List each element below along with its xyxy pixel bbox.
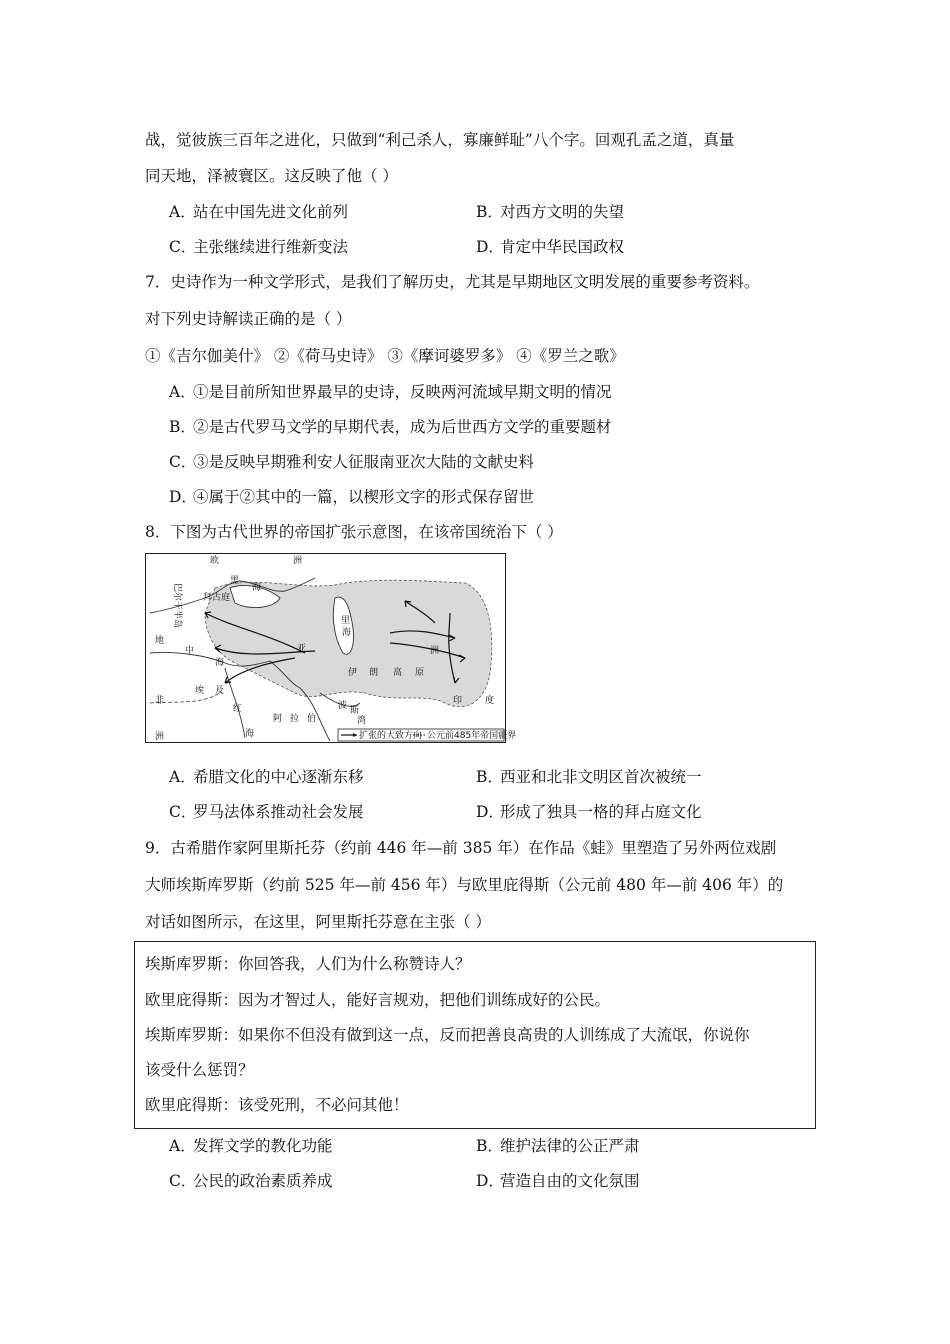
q6-stem-line1: 战，觉彼族三百年之进化，只做到“利己杀人，寡廉鲜耻”八个字。回观孔孟之道，真量 [145,131,735,149]
q7-epic-list: ①《吉尔伽美什》 ②《荷马史诗》 ③《摩诃婆罗多》 ④《罗兰之歌》 [145,347,625,365]
map-label: 海 [252,583,262,593]
map-label: 洲 [293,556,303,566]
option-letter: B． [169,418,196,436]
dialogue-line: 欧里庇得斯：因为才智过人，能好言规劝，把他们训练成好的公民。 [145,991,611,1009]
q6-option-c[interactable] [169,235,348,257]
q8-option-a[interactable] [169,765,364,787]
map-label: 欧 [210,556,220,566]
option-text: 站在中国先进文化前列 [193,203,349,221]
option-letter: A． [169,383,196,401]
map-label: 洲 [155,732,165,742]
map-label: 埃 [195,686,205,696]
option-letter: C． [169,238,197,256]
map-label: 波 [338,701,348,711]
q8-stem: 8．下图为古代世界的帝国扩张示意图，在该帝国统治下（ ） [145,523,563,541]
option-text: ④属于②其中的一篇，以楔形文字的形式保存留世 [193,488,535,506]
option-text: 营造自由的文化氛围 [500,1172,640,1190]
q9-stem-line2: 大师埃斯库罗斯（约前 525 年—前 456 年）与欧里庇得斯（公元前 480 年—前 406 年）的 [145,876,784,894]
map-label: 湾 [357,716,367,726]
q7-stem-line1: 7．史诗作为一种文学形式，是我们了解历史，尤其是早期地区文明发展的重要参考资料。 [145,273,760,291]
map-label: 伯 [307,714,317,724]
map-label: 伊 [348,668,358,678]
option-letter: D． [169,488,197,506]
option-text: 发挥文学的教化功能 [193,1137,333,1155]
map-label: 海 [215,658,225,668]
q9-option-b[interactable] [476,1134,640,1156]
map-label: 拜占庭 [203,593,231,603]
q6-stem-line2: 同天地，泽被寰区。这反映了他（ ） [145,167,398,185]
option-text: 罗马法体系推动社会发展 [193,803,364,821]
map-label: 中 [185,646,195,656]
dialogue-line: 埃斯库罗斯：如果你不但没有做到这一点，反而把善良高贵的人训练成了大流氓，你说你 [145,1026,750,1044]
option-letter: A． [169,203,196,221]
dialogue-box [134,941,816,1129]
option-letter: D． [476,803,504,821]
option-text: ②是古代罗马文学的早期代表，成为后世西方文学的重要题材 [193,418,612,436]
legend-border-label: 公元前485年帝国疆界 [427,731,517,741]
map-label: 原 [415,668,425,678]
q7-option-c[interactable] [169,450,534,472]
option-letter: B． [476,203,503,221]
option-letter: B． [476,1137,503,1155]
map-label: 洲 [430,646,440,656]
option-letter: D． [476,238,504,256]
option-letter: C． [169,803,197,821]
q9-stem-line1: 9．古希腊作家阿里斯托芬（约前 446 年—前 385 年）在作品《蛙》里塑造了另外两位戏剧 [145,839,777,857]
option-text: 对西方文明的失望 [500,203,625,221]
option-letter: C． [169,453,197,471]
option-letter: B． [476,768,503,786]
map-label: 海 [245,729,255,739]
option-letter: A． [169,1137,196,1155]
q7-stem-line2: 对下列史诗解读正确的是（ ） [145,310,352,328]
option-text: ①是目前所知世界最早的史诗，反映两河流域早期文明的情况 [193,383,612,401]
q9-stem-line3: 对话如图所示，在这里，阿里斯托芬意在主张（ ） [145,913,491,931]
map-label: 阿 [273,714,283,724]
q7-option-a[interactable] [169,380,612,402]
option-text: 主张继续进行维新变法 [193,238,349,256]
map-label: 海 [342,628,352,638]
empire-expansion-map [145,553,517,743]
q7-option-b[interactable] [169,415,612,437]
option-text: 西亚和北非文明区首次被统一 [500,768,702,786]
option-text: 维护法律的公正严肃 [500,1137,640,1155]
q9-option-a[interactable] [169,1134,333,1156]
q9-option-c[interactable] [169,1169,333,1191]
option-text: ③是反映早期雅利安人征服南亚次大陆的文献史料 [193,453,535,471]
option-letter: C． [169,1172,197,1190]
map-label: 拉 [290,714,300,724]
map-label: 里 [341,616,351,626]
option-text: 希腊文化的中心逐渐东移 [193,768,364,786]
option-text: 肯定中华民国政权 [500,238,625,256]
map-label: 巴尔干半岛 [172,583,182,629]
map-label: 及 [215,686,225,696]
q6-option-a[interactable] [169,200,348,222]
option-letter: A． [169,768,196,786]
map-label: 地 [155,636,165,646]
q9-option-d[interactable] [476,1169,640,1191]
map-label: 斯 [350,706,360,716]
option-letter: D． [476,1172,504,1190]
map-label: 朗 [369,668,379,678]
dialogue-line: 埃斯库罗斯：你回答我，人们为什么称赞诗人？ [145,955,471,973]
map-label: 印 [453,696,463,706]
q6-option-d[interactable] [476,235,624,257]
q6-option-b[interactable] [476,200,624,222]
option-text: 公民的政治素质养成 [193,1172,333,1190]
dialogue-line: 该受什么惩罚？ [145,1061,254,1079]
q8-option-c[interactable] [169,800,364,822]
map-label: 非 [155,696,165,706]
dialogue-line: 欧里庇得斯：该受死刑，不必问其他！ [145,1096,409,1114]
q7-option-d[interactable] [169,485,534,507]
q8-option-d[interactable] [476,800,702,822]
map-label: 黑 [230,576,240,586]
option-text: 形成了独具一格的拜占庭文化 [500,803,702,821]
legend-arrow-label: 扩张的大致方向 [359,731,423,741]
map-label: 红 [233,704,243,714]
map-label: 高 [393,668,403,678]
map-label: 亚 [297,644,307,654]
map-label: 度 [485,696,495,706]
q8-option-b[interactable] [476,765,702,787]
